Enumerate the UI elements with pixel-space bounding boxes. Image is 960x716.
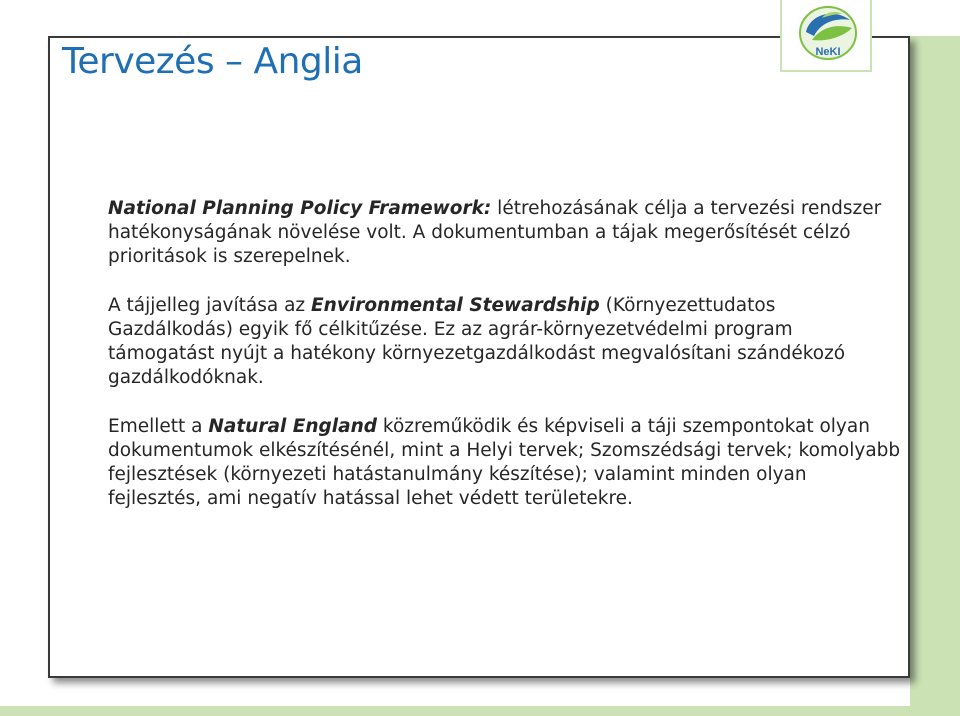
logo-container [780, 0, 872, 72]
decorative-side-bar [910, 36, 960, 716]
paragraph-text: (Környezettudatos Gazdálkodás) egyik fő célkitűzése. Ez az agrár-környezetvédelmi program támogatást nyújt a hatékony környezetgazdálkodást megvalósítani szándékozó gazdálkodóknak. [108, 295, 846, 388]
paragraph-text: Emellett a [108, 416, 209, 437]
paragraph-environmental-stewardship [108, 294, 903, 390]
paragraph-text: közreműködik és képviseli a táji szempontokat olyan dokumentumok elkészítésénél, mint a Helyi tervek; Szomszédsági tervek; komolyabb fejlesztések (környezeti hatástanulmány készítése); valamint minden olyan fejlesztés, ami negatív hatással lehet védett területekre. [108, 416, 901, 509]
paragraph-natural-england [108, 415, 903, 511]
emphasis-planning-framework: National Planning Policy Framework: [108, 198, 492, 219]
paragraph-text: létrehozásának célja a tervezési rendszer hatékonyságának növelése volt. A dokumentumban a tájak megerősítését célzó prioritások is szerepelnek. [108, 198, 882, 267]
slide-title: Tervezés – Anglia [62, 41, 363, 82]
decorative-bottom-bar [0, 706, 960, 716]
emphasis-environmental-stewardship: Environmental Stewardship [311, 295, 600, 316]
neki-logo-icon [792, 2, 864, 68]
slide-body [108, 197, 903, 536]
paragraph-text: A tájjelleg javítása az [108, 295, 312, 316]
paragraph-planning-framework [108, 197, 903, 269]
logo-text: NeKI [815, 46, 841, 58]
emphasis-natural-england: Natural England [208, 416, 378, 437]
